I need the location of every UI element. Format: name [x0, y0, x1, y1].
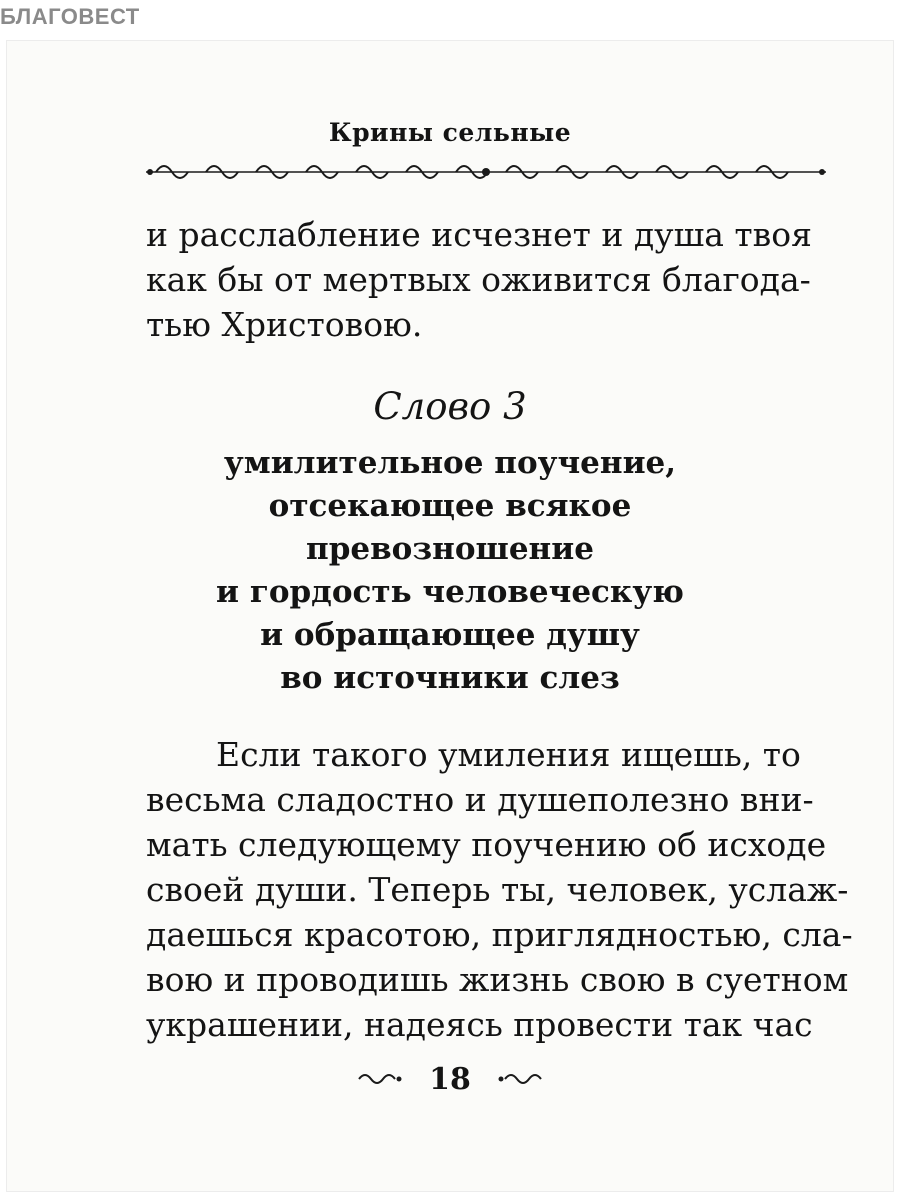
heading-line: и обращающее душу [260, 617, 640, 653]
body-paragraph [146, 732, 853, 1047]
heading-line: во источники слез [280, 660, 620, 696]
text-line: вою и проводишь жизнь свою в суетном [146, 960, 849, 999]
text-line: весьма сладостно и душеполезно вни- [146, 780, 814, 819]
text-line: своей души. Теперь ты, человек, услаж- [146, 870, 849, 909]
text-line: даешься красотою, приглядностью, сла- [146, 915, 853, 954]
top-paragraph [146, 212, 836, 347]
flourish-left-icon [355, 1069, 403, 1089]
text-line: украшении, надеясь провести так час [146, 1005, 813, 1044]
book-page [6, 40, 894, 1192]
text-line: тью Христовою. [146, 305, 423, 344]
text-line: мать следующему поучению об исходе [146, 825, 827, 864]
page-number: 18 [429, 1061, 471, 1097]
heading-line: и гордость человеческую [216, 574, 684, 610]
chapter-title: Слово 3 [373, 385, 527, 428]
page-footer [6, 1060, 894, 1097]
chapter-heading [6, 442, 894, 700]
running-head: Крины сельные [328, 118, 572, 147]
flourish-right-icon [497, 1069, 545, 1089]
heading-line: превозношение [306, 531, 594, 567]
heading-line: отсекающее всякое [268, 488, 632, 524]
text-line: и расслабление исчезнет и душа твоя [146, 215, 812, 254]
heading-line: умилительное поучение, [223, 445, 677, 481]
ornament-divider-icon [146, 156, 826, 188]
text-line: как бы от мертвых оживится благода- [146, 260, 811, 299]
text-line: Если такого умиления ищешь, то [216, 735, 801, 774]
watermark: БЛАГОВЕСТ [0, 4, 140, 29]
